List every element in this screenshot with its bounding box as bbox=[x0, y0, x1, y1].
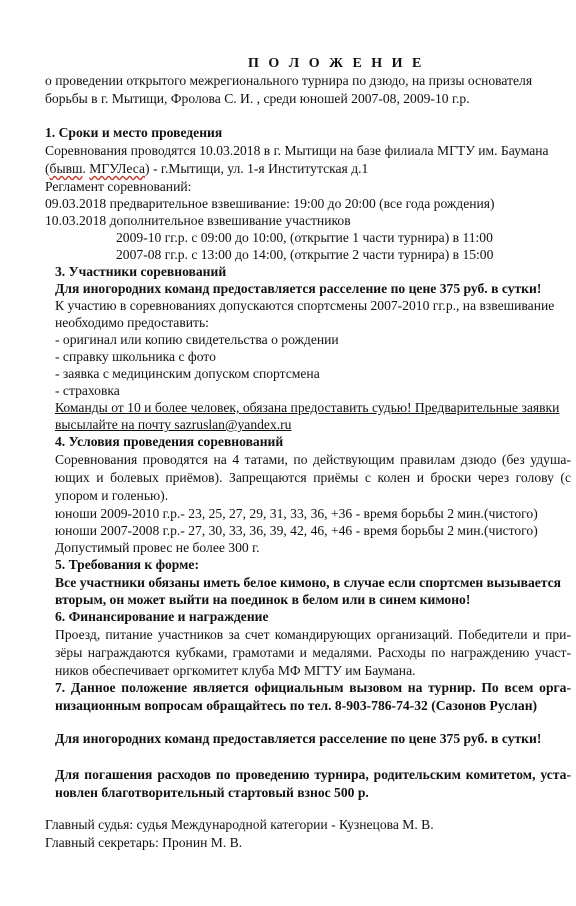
section-4-text-3: упором и голенью). bbox=[55, 488, 169, 503]
schedule-line-2: 10.03.2018 дополнительное взвешивание участников bbox=[45, 213, 351, 228]
fee-notice-line-1: Для погашения расходов по проведению турнира, родительским комитетом, уста- bbox=[55, 767, 571, 782]
section-4-text-1-wrap bbox=[55, 451, 571, 468]
misspelled-word: МГУЛеса bbox=[89, 161, 146, 176]
schedule-heading: Регламент соревнований: bbox=[45, 179, 192, 194]
schedule-line-3: 2009-10 гг.р. с 09:00 до 10:00, (открытие 1 части турнира) в 11:00 bbox=[116, 230, 493, 245]
uniform-rule-line-2: вторым, он может выйти на поединок в белом или в синем кимоно! bbox=[55, 592, 471, 607]
section-4-text-2: ющих и болевых приёмов). Запрещаются приёмы с колен и броски через голову (с bbox=[55, 470, 571, 485]
document-list-item: - справку школьника с фото bbox=[55, 349, 216, 364]
section-3-text-2: необходимо предоставить: bbox=[55, 315, 209, 330]
section-4-text-2-wrap bbox=[55, 469, 571, 486]
fee-notice-line-1-wrap bbox=[55, 766, 571, 783]
section-1-text-1: Соревнования проводятся 10.03.2018 в г. Мытищи на базе филиала МГТУ им. Баумана bbox=[45, 143, 549, 158]
schedule-line-4: 2007-08 гг.р. с 13:00 до 14:00, (открытие 2 части турнира) в 15:00 bbox=[116, 247, 494, 262]
uniform-rule-line-1: Все участники обязаны иметь белое кимоно, в случае если спортсмен вызывается bbox=[55, 575, 562, 590]
email-link[interactable]: высылайте на почту sazruslan@yandex.ru bbox=[55, 417, 292, 432]
intro-line-1: о проведении открытого межрегионального турнира по дзюдо, на призы основателя bbox=[45, 73, 533, 88]
misspelled-word: бывш bbox=[49, 161, 83, 176]
document-list-item: - страховка bbox=[55, 383, 120, 398]
chief-secretary: Главный секретарь: Пронин М. В. bbox=[45, 835, 243, 850]
weight-classes-2009-2010: юноши 2009-2010 г.р.- 23, 25, 27, 29, 31, 33, 36, +36 - время борьбы 2 мин.(чистого) bbox=[55, 506, 538, 521]
accommodation-notice-repeat: Для иногородних команд предоставляется расселение по цене 375 руб. в сутки! bbox=[55, 731, 542, 746]
chief-referee: Главный судья: судья Международной категории - Кузнецова М. В. bbox=[45, 817, 434, 832]
intro-line-2: борьбы в г. Мытищи, Фролова С. И. , среди юношей 2007-08, 2009-10 г.р. bbox=[45, 91, 470, 106]
document-list-item: - заявка с медицинским допуском спортсмена bbox=[55, 366, 320, 381]
document-title: П О Л О Ж Е Н И Е bbox=[248, 56, 425, 71]
section-5-heading: 5. Требования к форме: bbox=[55, 557, 199, 572]
section-3-heading: 3. Участники соревнований bbox=[55, 264, 227, 279]
section-7-line-1: 7. Данное положение является официальным вызовом на турнир. По всем орга- bbox=[55, 680, 571, 695]
fee-notice-line-2: новлен благотворительный стартовый взнос 500 р. bbox=[55, 785, 369, 800]
schedule-line-1: 09.03.2018 предварительное взвешивание: 19:00 до 20:00 (все года рождения) bbox=[45, 196, 495, 211]
section-6-text-2: зёры награждаются кубками, грамотами и медалями. Расходы по награждению участ- bbox=[55, 645, 571, 660]
section-6-text-2-wrap bbox=[55, 644, 571, 661]
section-6-text-3: ников обеспечивает оргкомитет клуба МФ МГТУ им Баумана. bbox=[55, 663, 416, 678]
section-1-text-2: (бывш. МГУЛеса) - г.Мытищи, ул. 1-я Институтская д.1 bbox=[45, 161, 369, 176]
section-6-text-1: Проезд, питание участников за счет командирующих организаций. Победители и при- bbox=[55, 627, 571, 642]
referee-notice-line-1: Команды от 10 и более человек, обязана предоставить судью! Предварительные заявки bbox=[55, 400, 560, 415]
section-6-text-1-wrap bbox=[55, 626, 571, 643]
weight-classes-2007-2008: юноши 2007-2008 г.р.- 27, 30, 33, 36, 39, 42, 46, +46 - время борьбы 2 мин.(чистого) bbox=[55, 523, 538, 538]
section-6-heading: 6. Финансирование и награждение bbox=[55, 609, 269, 624]
document-list-item: - оригинал или копию свидетельства о рождении bbox=[55, 332, 339, 347]
section-7-line-1-wrap bbox=[55, 679, 571, 696]
section-4-heading: 4. Условия проведения соревнований bbox=[55, 434, 284, 449]
accommodation-notice: Для иногородних команд предоставляется расселение по цене 375 руб. в сутки! bbox=[55, 281, 542, 296]
section-3-text-1: К участию в соревнованиях допускаются спортсмены 2007-2010 гг.р., на взвешивание bbox=[55, 298, 555, 313]
section-7-line-2: низационным вопросам обращайтесь по тел. 8-903-786-74-32 (Сазонов Руслан) bbox=[55, 698, 538, 713]
section-1-heading: 1. Сроки и место проведения bbox=[45, 125, 223, 140]
section-4-text-1: Соревнования проводятся на 4 татами, по действующим правилам дзюдо (без удуша- bbox=[55, 452, 571, 467]
weight-tolerance: Допустимый провес не более 300 г. bbox=[55, 540, 260, 555]
